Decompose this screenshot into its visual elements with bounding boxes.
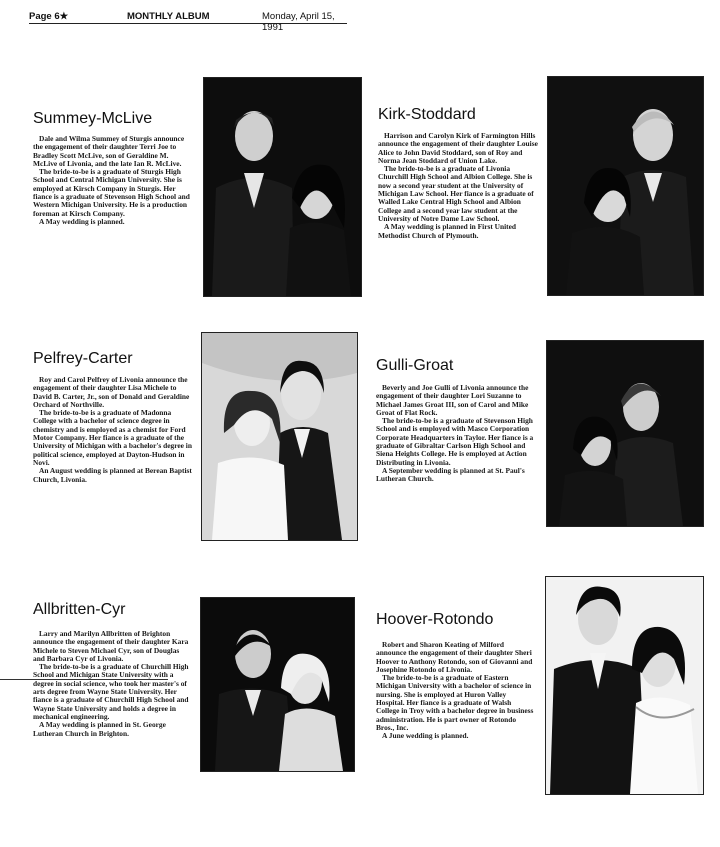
article-gulli-groat [376, 384, 536, 484]
paragraph: A May wedding is planned. [39, 216, 125, 226]
paragraph: Larry and Marilyn Allbritten of Brighton announce the engagement of their daughter Kara Michele to Steven Michael Cyr, son of Douglas and Barbara Cyr of Livonia. [33, 629, 189, 663]
headline-pelfrey-carter: Pelfrey-Carter [33, 350, 133, 367]
paragraph: Harrison and Carolyn Kirk of Farmington Hills announce the engagement of their daughter Louise Alice to John David Stoddard, son of Roy and Norma Jean Stoddard of Union Lake. [378, 131, 538, 165]
engagement-photo-allbritten-cyr [200, 597, 355, 772]
paragraph: The bride-to-be is a graduate of Madonna College with a bachelor of science degree in chemistry and is employed as a chemist for Ford Motor Company. Her fiance is a graduate of the University of Michigan with a bachelor's degree in political science, employed at Dayton-Hudson in Novi. [33, 408, 192, 467]
headline-summey-mclive: Summey-McLive [33, 110, 153, 127]
headline-kirk-stoddard: Kirk-Stoddard [378, 106, 476, 123]
article-pelfrey-carter [33, 376, 193, 484]
paragraph: A May wedding is planned in St. George Lutheran Church in Brighton. [33, 720, 166, 738]
paragraph: Beverly and Joe Gulli of Livonia announce the engagement of their daughter Lori Suzanne to Michael James Groat III, son of Carol and Mike Groat of Flat Rock. [376, 383, 529, 417]
headline-allbritten-cyr: Allbritten-Cyr [33, 601, 126, 618]
article-hoover-rotondo [376, 641, 536, 741]
engagement-photo-summey-mclive [203, 77, 362, 297]
paragraph: A September wedding is planned at St. Paul's Lutheran Church. [376, 465, 525, 484]
masthead [29, 8, 347, 33]
headline-gulli-groat: Gulli-Groat [376, 357, 454, 374]
paragraph: An August wedding is planned at Berean Baptist Church, Livonia. [33, 466, 192, 484]
paragraph: Roy and Carol Pelfrey of Livonia announce the engagement of their daughter Lisa Michele to David B. Carter, Jr., son of Donald and Geraldine Orchard of Northville. [33, 375, 190, 409]
section-title: MONTHLY ALBUM [127, 11, 210, 22]
engagement-photo-kirk-stoddard [547, 76, 704, 296]
paragraph: The bride-to-be is a graduate of Sturgis High School and Central Michigan University. She is employed at Kirsch Company in Sturgis. Her fiance is a graduate of Stevenson High School and Western Michigan University. He is a production foreman at Kirsch Company. [33, 167, 190, 218]
paragraph: The bride-to-be is a graduate of Stevenson High School and is employed with Masco Corporation Corporate Headquarters in Taylor. Her fiance is a graduate of Gibraltar Carlson High School and Siena Heights College. He is employed at Action Distributing in Livonia. [376, 416, 534, 467]
headline-hoover-rotondo: Hoover-Rotondo [376, 611, 494, 628]
scan-artifact-rule [0, 679, 168, 680]
paragraph: A May wedding is planned in First United Methodist Church of Plymouth. [378, 222, 517, 240]
paragraph: The bride-to-be is a graduate of Churchill High School and Michigan State University with a degree in social science, who took her master's of arts degree from Wayne State University. Her fiance is a graduate of Churchill High School and Wayne State University and holds a degree in mechanical engineering. [33, 662, 189, 721]
article-summey-mclive [33, 135, 193, 226]
issue-date: Monday, April 15, 1991 [262, 11, 335, 33]
paragraph: Dale and Wilma Summey of Sturgis announce the engagement of their daughter Terri Joe to Bradley Scott McLive, son of Geraldine M. McLive of Livonia, and the late Ian R. McLive. [33, 134, 185, 168]
paragraph: The bride-to-be is a graduate of Eastern Michigan University with a bachelor of science in nursing. She is employed at Huron Valley Hospital. Her fiance is a graduate of Walsh College in Troy with a bachelor degree in business administration. He is part owner of Rotondo Bros., Inc. [376, 673, 534, 732]
page-number: Page 6★ [29, 11, 69, 22]
engagement-photo-pelfrey-carter [201, 332, 358, 541]
engagement-photo-hoover-rotondo [545, 576, 704, 795]
engagement-photo-gulli-groat [546, 340, 704, 527]
article-allbritten-cyr [33, 630, 193, 738]
article-kirk-stoddard [378, 132, 538, 240]
paragraph: The bride-to-be is a graduate of Livonia Churchill High School and Albion College. She is now a second year student at the University of Michigan Law School. Her fiance is a graduate of Walled Lake Central High School and Albion College and a second year law student at the University of Notre Dame Law School. [378, 164, 534, 223]
paragraph: A June wedding is planned. [382, 731, 469, 741]
paragraph: Robert and Sharon Keating of Milford announce the engagement of their daughter Sheri Hoover to Anthony Rotondo, son of Giovanni and Josephine Rotondo of Livonia. [376, 640, 533, 674]
